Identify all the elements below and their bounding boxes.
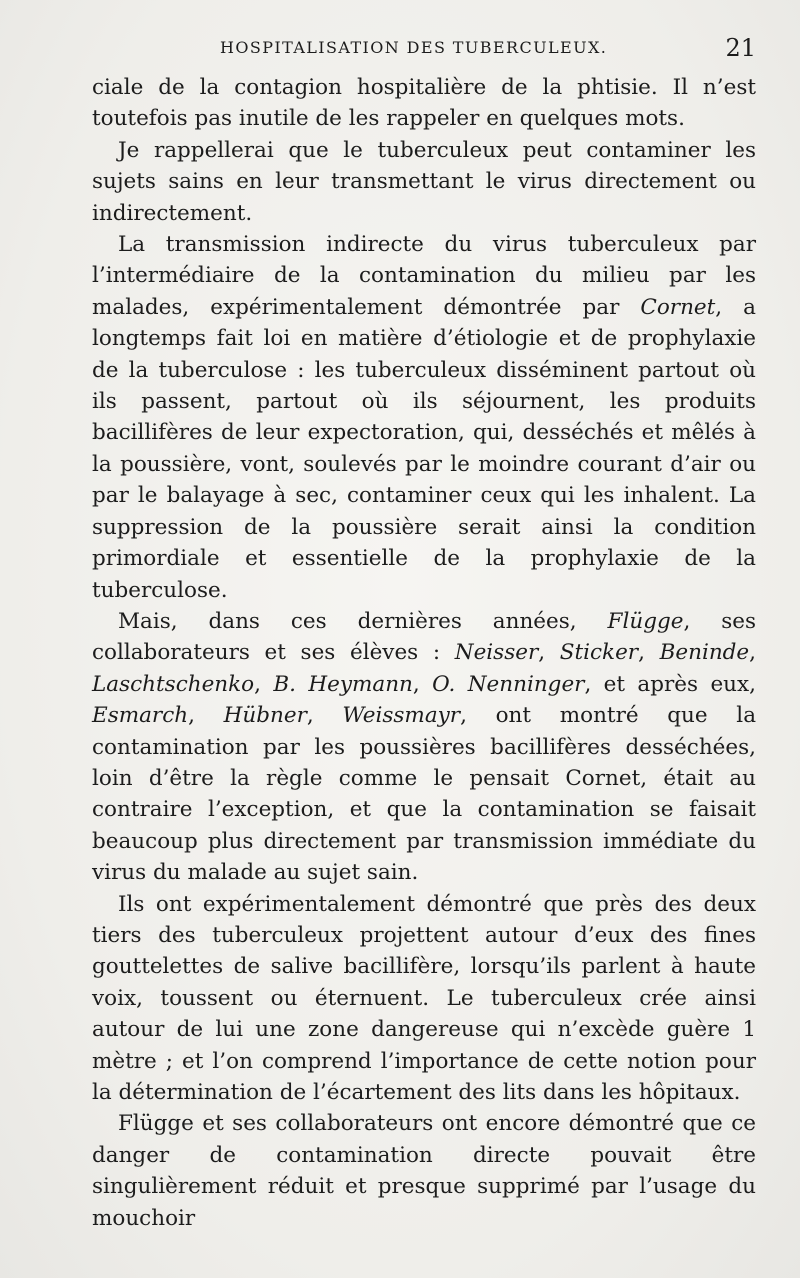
text-run: ciale de la contagion hospitalière de la phtisie. Il n’est toutefois pas inutile de les rappeler en quelques mots.: [92, 75, 756, 132]
page-number: 21: [725, 34, 756, 62]
text-run: Flügge et ses collaborateurs ont encore démontré que ce danger de contamination directe pouvait être singulièrement réduit et presque supprimé par l’usage du mouchoir: [92, 1111, 756, 1231]
author-name: Esmarch: [92, 703, 189, 729]
text-run: Je rappellerai que le tuberculeux peut contaminer les sujets sains en leur transmettant le virus directement ou indirectement.: [92, 137, 756, 226]
author-name: Sticker: [559, 640, 639, 666]
body-text: [92, 72, 756, 1234]
paragraph-droplets: [92, 889, 756, 1109]
running-title: HOSPITALISATION DES TUBERCULEUX.: [220, 38, 608, 57]
author-name: Hübner: [223, 703, 307, 729]
paragraph-flugge-school: [92, 606, 756, 889]
text-run: ,: [412, 671, 433, 697]
paragraph-indirect-transmission: [92, 229, 756, 606]
author-name: Beninde: [659, 640, 750, 666]
paragraph-contamination: [92, 135, 756, 229]
running-head: [92, 34, 756, 64]
text-run: ,: [749, 640, 757, 666]
author-name: Neisser: [454, 640, 539, 666]
author-name: Laschtschenko: [92, 671, 255, 697]
text-run: ,: [538, 640, 560, 666]
text-run: ,: [188, 703, 224, 729]
text-run: , ses collaborateurs et ses élèves :: [92, 608, 756, 666]
paragraph-handkerchief: [92, 1108, 756, 1234]
text-run: , et après eux,: [584, 671, 756, 697]
author-name: Flügge: [607, 608, 684, 634]
text-run: Mais, dans ces dernières années,: [118, 608, 608, 634]
author-name: B. Heymann: [273, 671, 413, 697]
text-run: La transmission indirecte du virus tuberculeux par l’intermédiaire de la contamination du milieu par les malades, expérimentalement démontrée par: [92, 232, 756, 320]
text-run: ,: [306, 703, 343, 729]
author-name: Weissmayr: [342, 703, 461, 729]
text-run: , ont montré que la contamination par les poussières bacillifères desséchées, loin d’être la règle comme le pensait Cornet, était au contraire l’exception, et que la contamination se faisait beaucoup plus directement par transmission immédiate du virus du malade au sujet sain.: [92, 703, 757, 886]
paragraph-continuation: [92, 72, 756, 135]
text-run: ,: [638, 640, 660, 666]
text-run: Ils ont expérimentalement démontré que près des deux tiers des tuberculeux projettent autour d’eux des fines gouttelettes de salive bacillifère, lorsqu’ils parlent à haute voix, toussent ou éternuent. Le tuberculeux crée ainsi autour de lui une zone dangereuse qui n’excède guère 1 mètre ; et l’on comprend l’importance de cette notion pour la détermination de l’écartement des lits dans les hôpitaux.: [92, 891, 756, 1105]
text-run: , a longtemps fait loi en matière d’étiologie et de prophylaxie de la tuberculose : les tuberculeux disséminent partout où ils passent, partout où ils séjournent, les produits bacillifères de leur expectoration, qui, desséchés et mêlés à la poussière, vont, soulevés par le moindre courant d’air ou par le balayage à sec, contaminer ceux qui les inhalent. La suppression de la poussière serait ainsi la condition primordiale et essentielle de la prophylaxie de la tuberculose.: [92, 294, 756, 603]
author-name: O. Nenninger: [432, 671, 585, 697]
text-run: ,: [254, 671, 274, 697]
author-name: Cornet: [640, 294, 716, 320]
